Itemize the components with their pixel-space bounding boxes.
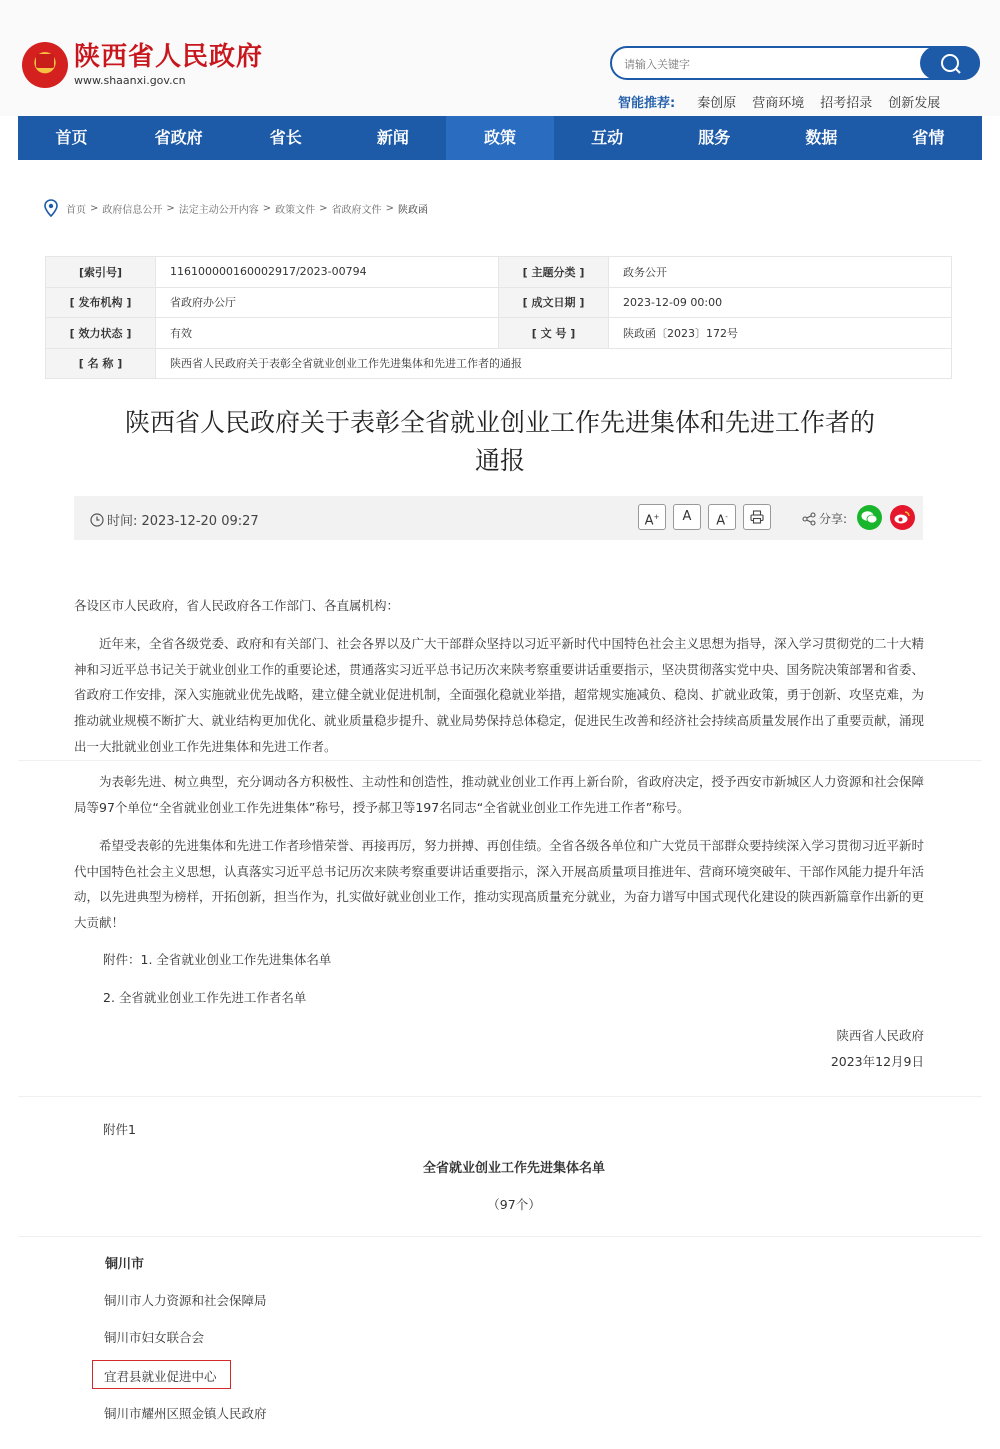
divider <box>18 760 982 761</box>
recommend-item[interactable]: 营商环境 <box>752 96 805 111</box>
national-emblem-icon <box>22 42 68 88</box>
divider <box>18 1236 982 1237</box>
share-weibo-button[interactable] <box>890 505 915 530</box>
share-label: 分享: <box>819 512 848 526</box>
weibo-icon <box>890 505 915 530</box>
recommend-item[interactable]: 招考招录 <box>820 96 873 111</box>
print-button[interactable] <box>743 504 771 530</box>
article-title-line: 陕西省人民政府关于表彰全省就业创业工作先进集体和先进工作者的 <box>124 408 875 437</box>
list-item: 铜川市妇女联合会 <box>104 1330 205 1345</box>
site-header <box>0 0 1000 116</box>
attachment-link[interactable]: 2. 全省就业创业工作先进工作者名单 <box>103 990 307 1005</box>
breadcrumb: 首页 > 政府信息公开 > 法定主动公开内容 > 政策文件 > 省政府文件 > 陕政函 <box>44 199 428 217</box>
nav-item-home[interactable]: 首页 <box>55 128 88 147</box>
breadcrumb-item[interactable]: 法定主动公开内容 <box>178 204 259 216</box>
nav-item-government[interactable]: 省政府 <box>154 128 203 147</box>
list-item-highlighted: 宜君县就业促进中心 <box>104 1369 217 1384</box>
meta-topic: 政务公开 <box>609 257 952 288</box>
site-url: www.shaanxi.gov.cn <box>74 74 186 87</box>
breadcrumb-item[interactable]: 首页 <box>66 204 86 216</box>
body-paragraph: 近年来，全省各级党委、政府和有关部门、社会各界以及广大干部群众坚持以习近平新时代中国特色社会主义思想为指导，深入学习贯彻党的二十大精神和习近平总书记关于就业创业工作的重要论述，贯通落实习近平总书记历次来陕考察重要讲话重要指示，坚决贯彻落实党中央、国务院决策部署和省委、省政府工作安排，深入实施就业优先战略，建立健全就业促进机制，全面强化稳就业举措，超常规实施减负、稳岗、扩就业政策，勇于创新、攻坚克难，为推动就业规模不断扩大、就业结构更加优化、就业质量稳步提升、就业局势保持总体稳定，促进民生改善和经济社会持续高质量发展作出了重要贡献，涌现出一大批就业创业工作先进集体和先进工作者。 <box>74 636 925 754</box>
font-decrease-button[interactable]: A- <box>708 504 736 530</box>
breadcrumb-item[interactable]: 陕政函 <box>397 204 428 216</box>
meta-label: [ 发布机构 ] <box>46 287 156 318</box>
meta-publisher: 省政府办公厅 <box>156 287 499 318</box>
attachment-link[interactable]: 附件：1. 全省就业创业工作先进集体名单 <box>103 952 332 967</box>
meta-date: 2023-12-09 00:00 <box>609 287 952 318</box>
search-button[interactable] <box>920 46 980 80</box>
meta-status: 有效 <box>156 318 499 349</box>
list-item: 铜川市耀州区照金镇人民政府 <box>104 1406 267 1421</box>
meta-docno: 陕政函〔2023〕172号 <box>609 318 952 349</box>
breadcrumb-item[interactable]: 省政府文件 <box>331 204 382 216</box>
meta-label: [ 成文日期 ] <box>499 287 609 318</box>
nav-item-policy[interactable]: 政策 <box>446 116 553 160</box>
nav-item-news[interactable]: 新闻 <box>376 128 409 147</box>
site-logo[interactable] <box>22 42 263 88</box>
share-wechat-button[interactable] <box>857 505 882 530</box>
print-icon <box>750 510 764 524</box>
location-pin-icon <box>44 199 58 217</box>
article-title <box>100 404 900 480</box>
nav-item-service[interactable]: 服务 <box>698 128 731 147</box>
publish-time-text: 时间: 2023-12-20 09:27 <box>107 514 259 529</box>
clock-icon <box>90 513 104 527</box>
nav-item-province[interactable]: 省情 <box>912 128 945 147</box>
font-increase-button[interactable]: A+ <box>638 504 666 530</box>
meta-label: [ 名 称 ] <box>46 348 156 379</box>
body-paragraph: 为表彰先进、树立典型，充分调动各方积极性、主动性和创造性，推动就业创业工作再上新台阶，省政府决定，授予西安市新城区人力资源和社会保障局等97个单位“全省就业创业工作先进集体”称号，授予郝卫等197名同志“全省就业创业工作先进工作者”称号。 <box>74 774 925 815</box>
meta-label: [索引号] <box>46 257 156 288</box>
main-nav <box>18 116 982 160</box>
breadcrumb-item[interactable]: 政策文件 <box>275 204 316 216</box>
salutation: 各设区市人民政府，省人民政府各工作部门、各直属机构： <box>74 598 400 613</box>
article-title-line: 通报 <box>474 446 525 475</box>
body-paragraph: 希望受表彰的先进集体和先进工作者珍惜荣誉、再接再厉，努力拼搏、再创佳绩。全省各级各单位和广大党员干部群众要持续深入学习贯彻习近平新时代中国特色社会主义思想，认真落实习近平总书记历次来陕考察重要讲话重要指示，深入开展高质量项目推进年、营商环境突破年、干部作风能力提升年活动，以先进典型为榜样，开拓创新，担当作为，扎实做好就业创业工作，推动实现高质量充分就业，为奋力谱写中国式现代化建设的陕西新篇章作出新的更大贡献！ <box>74 838 925 931</box>
site-title: 陕西省人民政府 <box>74 42 264 72</box>
font-default-button[interactable]: A <box>673 504 701 530</box>
meta-label: [ 文 号 ] <box>499 318 609 349</box>
search-input[interactable] <box>624 55 914 73</box>
nav-item-interaction[interactable]: 互动 <box>591 128 624 147</box>
article-toolbar <box>74 496 923 540</box>
nav-item-governor[interactable]: 省长 <box>269 128 302 147</box>
search-icon <box>938 52 962 74</box>
meta-label: [ 主题分类 ] <box>499 257 609 288</box>
sign-date: 2023年12月9日 <box>830 1054 924 1069</box>
meta-label: [ 效力状态 ] <box>46 318 156 349</box>
signer: 陕西省人民政府 <box>836 1028 924 1043</box>
nav-item-data[interactable]: 数据 <box>805 128 838 147</box>
divider <box>18 1096 982 1097</box>
appendix-label: 附件1 <box>103 1122 136 1137</box>
appendix-title: 全省就业创业工作先进集体名单 <box>422 1161 605 1176</box>
smart-recommend <box>618 92 956 111</box>
share-area <box>802 510 847 527</box>
list-item: 铜川市人力资源和社会保障局 <box>104 1293 267 1308</box>
recommend-item[interactable]: 创新发展 <box>888 96 941 111</box>
meta-index-no: 116100000160002917/2023-00794 <box>156 257 499 288</box>
search-box <box>610 46 980 80</box>
breadcrumb-item[interactable]: 政府信息公开 <box>102 204 163 216</box>
publish-time <box>90 510 259 529</box>
share-icon <box>802 512 816 526</box>
list-city-heading: 铜川市 <box>105 1257 145 1272</box>
document-meta-table <box>45 256 952 379</box>
wechat-icon <box>857 505 882 530</box>
recommend-label: 智能推荐: <box>618 96 676 111</box>
recommend-item[interactable]: 秦创原 <box>697 96 737 111</box>
appendix-count: （97个） <box>487 1197 541 1212</box>
meta-name: 陕西省人民政府关于表彰全省就业创业工作先进集体和先进工作者的通报 <box>156 348 952 379</box>
